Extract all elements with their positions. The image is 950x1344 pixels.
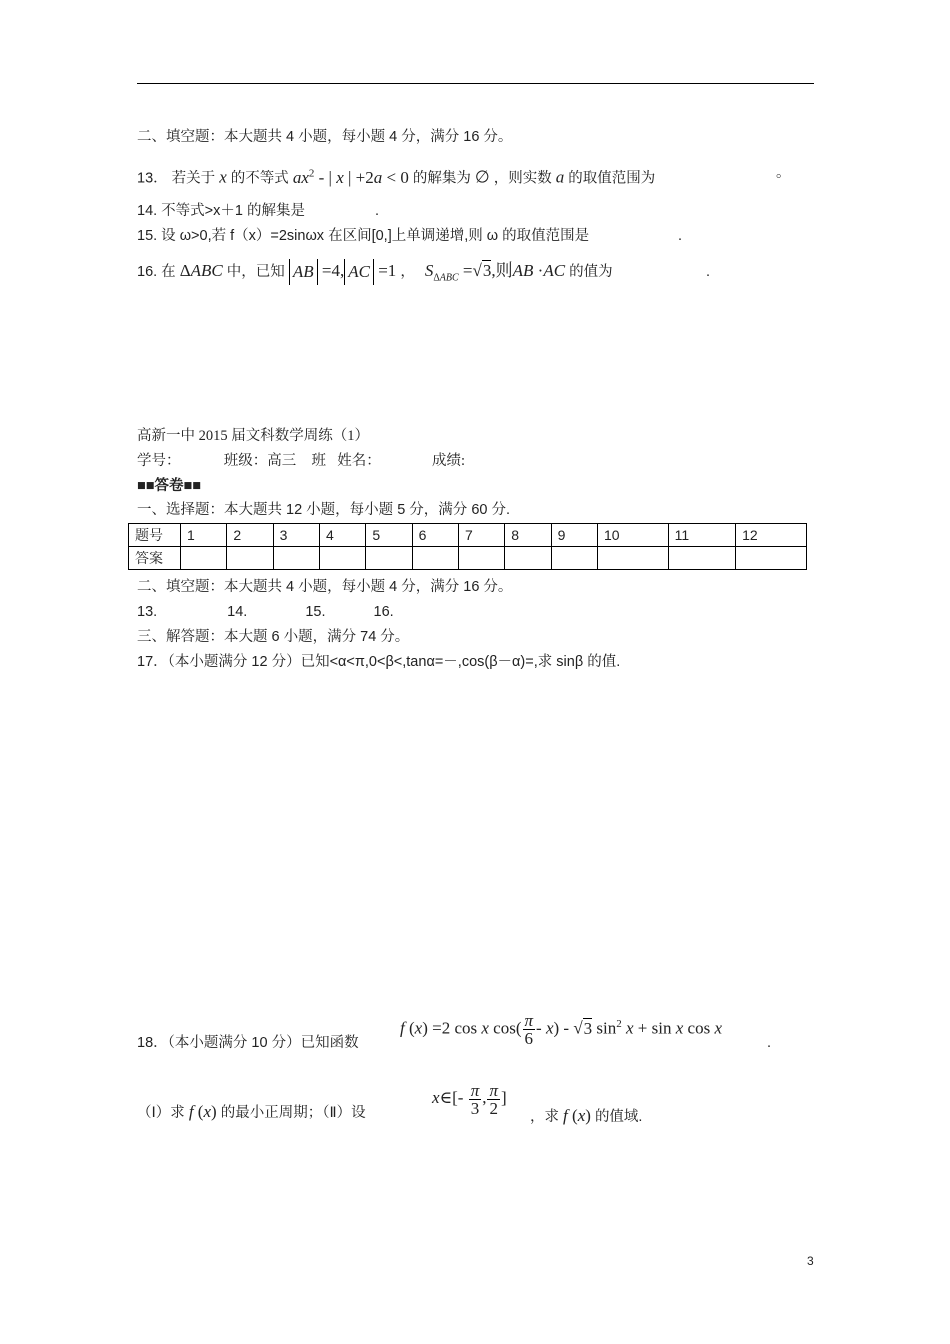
q13-text-4: ，则实数 [493, 170, 552, 187]
q13-var-x: x [219, 167, 227, 187]
q16-area: $S_{\Delta ABC} =√3$, [424, 261, 496, 284]
question-18: 18．（本小题满分 10 分）已知函数 [137, 1035, 359, 1051]
q16-comma: ， [400, 264, 415, 280]
q13-text-5: 的取值范围为 [568, 170, 656, 187]
q18-part4: 的值域. [594, 1109, 643, 1125]
q18-parts [137, 1074, 366, 1122]
number-cell: 9 [551, 524, 597, 547]
q13-number: 13． [137, 170, 168, 187]
fill-blank-row [137, 602, 394, 622]
answer-cell[interactable] [412, 547, 458, 570]
q16-dot-product: AB ·AC [512, 261, 566, 280]
question-17: 17．（本小题满分 12 分）已知<α<π,0<β<,tanα=－,cos(β－α)=,求 sinβ 的值. [137, 654, 621, 670]
page-number: 3 [807, 1254, 814, 1268]
answer-cell[interactable] [181, 547, 227, 570]
name-label: 姓名： [337, 453, 381, 469]
q16-text-1: 中，已知 [226, 264, 285, 280]
score-label: 成绩: [432, 453, 466, 469]
answer-cell[interactable] [366, 547, 412, 570]
number-cell: 10 [597, 524, 668, 547]
q13-var-a: a [555, 167, 565, 187]
answer-cell[interactable] [458, 547, 504, 570]
section1-heading: 一、选择题：本大题共 12 小题，每小题 5 分，满分 60 分. [137, 502, 511, 518]
q15-end: . [678, 228, 683, 244]
section3-heading: 三、解答题：本大题 6 小题，满分 74 分。 [137, 629, 410, 645]
f-of-x-2: f (x) [563, 1106, 591, 1125]
triangle-abc: ΔABC [179, 261, 223, 280]
answer-cell[interactable] [551, 547, 597, 570]
answer-cell[interactable] [736, 547, 807, 570]
q16-lengths: AB =4, AC =1 [289, 261, 396, 280]
fill-16: 16. [373, 604, 394, 620]
answer-cell[interactable] [597, 547, 668, 570]
answer-sheet-heading: ■■答卷■■ [137, 478, 202, 494]
student-info [137, 451, 465, 471]
header-rule [137, 83, 814, 84]
answer-label-cell: 答案 [129, 547, 181, 570]
number-cell: 2 [227, 524, 273, 547]
answer-cell[interactable] [505, 547, 551, 570]
answer-sheet-title: 高新一中 2015 届文科数学周练（1） [137, 428, 369, 444]
q18-part3: ，求 [530, 1109, 559, 1125]
student-no-label: 学号： [137, 453, 181, 469]
answer-table [128, 523, 807, 570]
question-16 [137, 254, 613, 288]
fraction-pi-6: $\frac{\pi}{6}$ [524, 1011, 534, 1049]
fraction-pi-2: $\frac{\pi}{2}$ [489, 1080, 499, 1118]
q13-text-3: 的解集为 [412, 170, 471, 187]
q14-end: . [375, 203, 380, 219]
q16-end: . [706, 264, 711, 280]
question-13 [137, 158, 655, 188]
table-row-answers [129, 547, 807, 570]
q13-text-1: 若关于 [171, 170, 216, 187]
question-14: 14. 不等式>x＋1 的解集是 [137, 203, 305, 219]
q18-parts-2 [530, 1102, 642, 1130]
fill-13: 13. [137, 604, 158, 620]
q13-inequality: $ax^2$ - | x | +2a < 0 [292, 167, 409, 187]
number-cell: 8 [505, 524, 551, 547]
q18-part2: 的最小正周期；（Ⅱ）设 [220, 1105, 366, 1121]
ban-label: 班 [311, 453, 326, 469]
answer-cell[interactable] [319, 547, 365, 570]
class-label: 班级：高三 [223, 453, 297, 469]
q16-ze: 则 [495, 261, 513, 280]
answer-cell[interactable] [668, 547, 735, 570]
fill-15: 15. [305, 604, 326, 620]
question-15: 15. 设 ω>0,若 f（x）=2sinωx 在区间[0,]上单调递增,则 ω 的取值范围是 [137, 228, 590, 244]
table-row-numbers [129, 524, 807, 547]
fill-14: 14. [227, 604, 248, 620]
number-cell: 7 [458, 524, 504, 547]
q13-text-2: 的不等式 [230, 170, 289, 187]
number-cell: 6 [412, 524, 458, 547]
answer-section2-heading: 二、填空题：本大题共 4 小题，每小题 4 分，满分 16 分。 [137, 579, 513, 595]
fraction-pi-3: $\frac{\pi}{3}$ [470, 1080, 480, 1118]
empty-set-symbol: ∅ [474, 167, 490, 187]
number-cell: 3 [273, 524, 319, 547]
q16-number: 16. 在 [137, 264, 176, 280]
number-cell: 12 [736, 524, 807, 547]
q18-end: . [767, 1035, 772, 1051]
number-cell: 1 [181, 524, 227, 547]
answer-cell[interactable] [273, 547, 319, 570]
q13-end: 。 [776, 165, 791, 181]
number-cell: 11 [668, 524, 735, 547]
section2-heading: 二、填空题：本大题共 4 小题，每小题 4 分，满分 16 分。 [137, 129, 513, 145]
number-cell: 4 [319, 524, 365, 547]
row-header-cell: 题号 [129, 524, 181, 547]
f-of-x: f (x) [188, 1102, 217, 1121]
number-cell: 5 [366, 524, 412, 547]
q18-part1: （Ⅰ）求 [137, 1105, 185, 1121]
answer-cell[interactable] [227, 547, 273, 570]
q18-function: f (x) =2 cos x cos( $\frac{\pi}{6}$ - x) - √3 $\sin^2 x + \sin x$ cos x [400, 1011, 722, 1049]
q18-domain: x∈[- $\frac{\pi}{3}$ , $\frac{\pi}{2}$ ] [432, 1080, 507, 1118]
q16-text-2: 的值为 [569, 264, 613, 280]
